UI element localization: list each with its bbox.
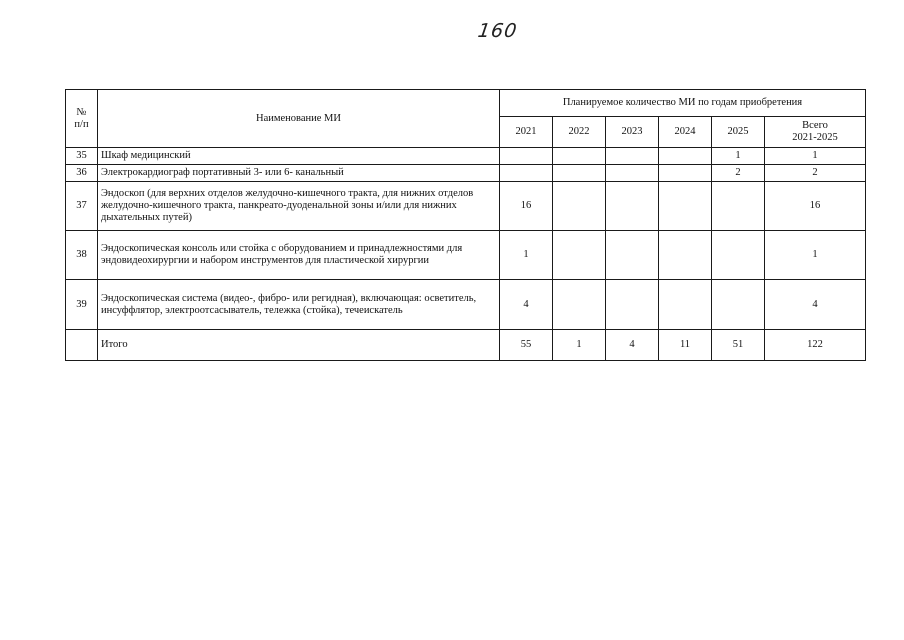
- row-number: 36: [66, 165, 98, 182]
- table-header: [66, 90, 866, 148]
- row-total: 1: [765, 231, 866, 280]
- row-value-2023: [606, 182, 659, 231]
- row-value-2022: [553, 148, 606, 165]
- row-value-2021: [500, 148, 553, 165]
- header-group: Планируемое количество МИ по годам приобретения: [500, 90, 866, 117]
- row-value-2021: [500, 165, 553, 182]
- table-body: [66, 148, 866, 361]
- row-value-2024: [659, 231, 712, 280]
- row-number: 37: [66, 182, 98, 231]
- header-name: Наименование МИ: [98, 90, 500, 148]
- row-total: 122: [765, 330, 866, 361]
- row-value-2024: [659, 148, 712, 165]
- header-year-2023: 2023: [606, 117, 659, 148]
- row-value-2021: 55: [500, 330, 553, 361]
- table-row: [66, 148, 866, 165]
- row-value-2025: [712, 182, 765, 231]
- header-year-2022: 2022: [553, 117, 606, 148]
- header-num: №: [76, 106, 87, 118]
- row-value-2023: [606, 165, 659, 182]
- header-total: Всего: [802, 120, 828, 131]
- row-name: Эндоскопическая система (видео-, фибро- или регидная), включающая: осветитель, инсуффлятор, электроотсасыватель, тележка (стойка), течеискатель: [98, 280, 500, 330]
- row-value-2024: [659, 280, 712, 330]
- table-row: [66, 182, 866, 231]
- row-value-2022: 1: [553, 330, 606, 361]
- row-value-2023: [606, 231, 659, 280]
- row-value-2025: 2: [712, 165, 765, 182]
- row-value-2025: 51: [712, 330, 765, 361]
- total-label: Итого: [98, 330, 500, 361]
- procurement-table: [65, 89, 866, 361]
- table-row: [66, 280, 866, 330]
- row-name: Эндоскоп (для верхних отделов желудочно-кишечного тракта, для нижних отделов желудочно-кишечного тракта, панкреато-дуоденальной зоны и/или для нижних дыхательных путей): [98, 182, 500, 231]
- table-row: [66, 231, 866, 280]
- header-year-2021: 2021: [500, 117, 553, 148]
- row-value-2022: [553, 280, 606, 330]
- row-number: 38: [66, 231, 98, 280]
- row-value-2025: [712, 280, 765, 330]
- header-year-2024: 2024: [659, 117, 712, 148]
- header-num-sub: п/п: [74, 118, 89, 130]
- row-name: Эндоскопическая консоль или стойка с оборудованием и принадлежностями для эндовидеохирургии и набором инструментов для пластической хирургии: [98, 231, 500, 280]
- header-row-top: [66, 90, 866, 117]
- row-value-2024: 11: [659, 330, 712, 361]
- page-number: 160: [476, 20, 519, 42]
- row-number: 35: [66, 148, 98, 165]
- row-value-2024: [659, 182, 712, 231]
- row-total: 4: [765, 280, 866, 330]
- row-value-2025: 1: [712, 148, 765, 165]
- row-value-2023: [606, 148, 659, 165]
- row-value-2021: 16: [500, 182, 553, 231]
- row-value-2023: [606, 280, 659, 330]
- row-number: [66, 330, 98, 361]
- row-value-2021: 4: [500, 280, 553, 330]
- row-value-2022: [553, 165, 606, 182]
- row-total: 1: [765, 148, 866, 165]
- row-value-2021: 1: [500, 231, 553, 280]
- row-total: 16: [765, 182, 866, 231]
- row-total: 2: [765, 165, 866, 182]
- header-num-cell: [66, 90, 98, 148]
- row-value-2022: [553, 182, 606, 231]
- header-total-sub: 2021-2025: [792, 132, 838, 143]
- row-value-2025: [712, 231, 765, 280]
- row-value-2023: 4: [606, 330, 659, 361]
- row-name: Электрокардиограф портативный 3- или 6- канальный: [98, 165, 500, 182]
- row-value-2022: [553, 231, 606, 280]
- header-year-2025: 2025: [712, 117, 765, 148]
- row-value-2024: [659, 165, 712, 182]
- table-row: [66, 165, 866, 182]
- row-name: Шкаф медицинский: [98, 148, 500, 165]
- row-number: 39: [66, 280, 98, 330]
- total-row: [66, 330, 866, 361]
- header-total-cell: [765, 117, 866, 148]
